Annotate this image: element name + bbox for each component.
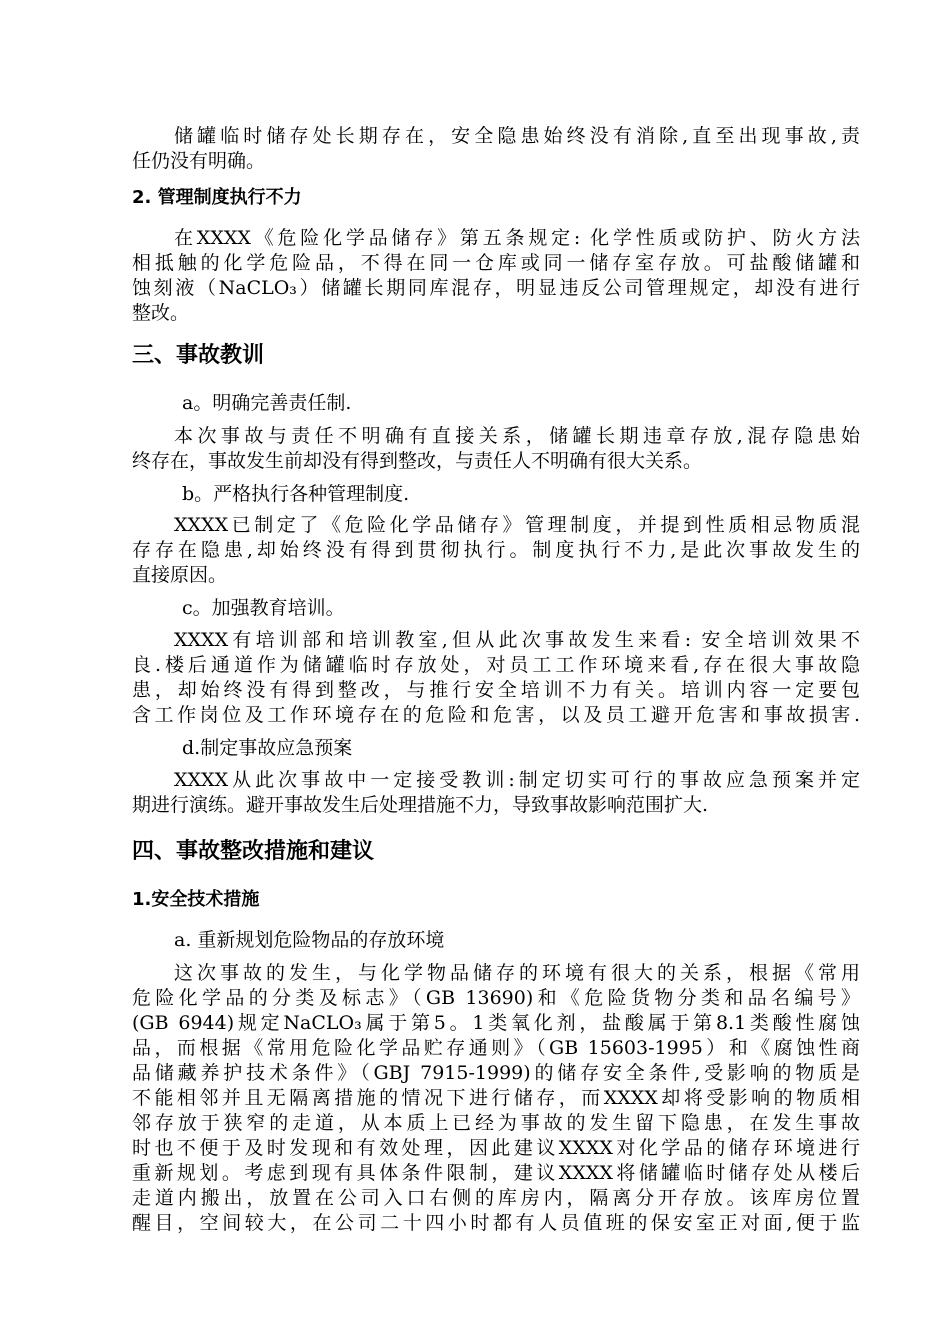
lesson-b-title: b。严格执行各种管理制度. xyxy=(182,483,410,505)
measure-a-line-10: 走道内搬出，放置在公司入口右侧的库房内，隔离分开存放。该库房位置 xyxy=(132,1187,860,1209)
section-2-line-2: 相抵触的化学危险品，不得在同一仓库或同一储存室存放。可盐酸储罐和 xyxy=(132,252,860,274)
intro-line-1: 储罐临时储存处长期存在，安全隐患始终没有消除,直至出现事故,责 xyxy=(174,125,860,147)
measure-a-line-2: 危险化学品的分类及标志》（GB 13690)和《危险货物分类和品名编号》 xyxy=(132,987,860,1009)
lesson-c-line-3: 患，却始终没有得到整改，与推行安全培训不力有关。培训内容一定要包 xyxy=(132,679,860,701)
measure-a-line-1: 这次事故的发生，与化学物品储存的环境有很大的关系，根据《常用 xyxy=(174,962,860,984)
lesson-c-line-1: XXXX有培训部和培训教室,但从此次事故发生来看: 安全培训效果不 xyxy=(174,629,860,651)
subsection-1-heading: 1.安全技术措施 xyxy=(132,889,260,910)
measure-a-line-11: 醒目，空间较大，在公司二十四小时都有人员值班的保安室正对面,便于监 xyxy=(132,1212,860,1234)
measure-a-line-5: 品储藏养护技术条件》（GBJ 7915-1999)的储存安全条件,受影响的物质是 xyxy=(132,1062,860,1084)
measure-a-line-8: 时也不便于及时发现和有效处理，因此建议XXXX对化学品的储存环境进行 xyxy=(132,1137,860,1159)
measure-a-line-7: 邻存放于狭窄的走道，从本质上已经为事故的发生留下隐患，在发生事故 xyxy=(132,1112,860,1134)
lesson-b-line-2: 存存在隐患,却始终没有得到贯彻执行。制度执行不力,是此次事故发生的 xyxy=(132,539,860,561)
lesson-a-line-2: 终存在，事故发生前却没有得到整改，与责任人不明确有很大关系。 xyxy=(132,450,703,472)
lesson-c-title: c。加强教育培训。 xyxy=(182,597,345,619)
lesson-b-line-3: 直接原因。 xyxy=(132,564,228,586)
lesson-c-line-4: 含工作岗位及工作环境存在的危险和危害，以及员工避开危害和事故损害. xyxy=(132,704,860,726)
lesson-d-title: d.制定事故应急预案 xyxy=(182,737,353,759)
measure-a-title: a. 重新规划危险物品的存放环境 xyxy=(174,929,445,951)
lesson-b-line-1: XXXX已制定了《危险化学品储存》管理制度，并提到性质相忌物质混 xyxy=(174,514,860,536)
lesson-d-line-1: XXXX从此次事故中一定接受教训:制定切实可行的事故应急预案并定 xyxy=(174,769,860,791)
measure-a-line-3: (GB 6944)规定NaCLO₃属于第5。1类氧化剂，盐酸属于第8.1类酸性腐蚀 xyxy=(132,1012,860,1034)
lesson-c-line-2: 良.楼后通道作为储罐临时存放处，对员工工作环境来看,存在很大事故隐 xyxy=(132,654,860,676)
section-4-heading: 四、事故整改措施和建议 xyxy=(132,839,375,864)
section-3-heading: 三、事故教训 xyxy=(132,343,265,368)
section-2-line-1: 在XXXX《危险化学品储存》第五条规定: 化学性质或防护、防火方法 xyxy=(174,227,860,249)
section-2-line-3: 蚀刻液（NaCLO₃）储罐长期同库混存，明显违反公司管理规定，却没有进行 xyxy=(132,277,860,299)
lesson-a-line-1: 本次事故与责任不明确有直接关系，储罐长期违章存放,混存隐患始 xyxy=(174,425,860,447)
measure-a-line-4: 品，而根据《常用危险化学品贮存通则》（GB 15603-1995）和《腐蚀性商 xyxy=(132,1037,860,1059)
intro-line-2: 任仍没有明确。 xyxy=(132,150,266,172)
measure-a-line-9: 重新规划。考虑到现有具体条件限制，建议XXXX将储罐临时储存处从楼后 xyxy=(132,1162,860,1184)
section-2-heading: 2. 管理制度执行不力 xyxy=(132,187,302,208)
section-2-line-4: 整改。 xyxy=(132,302,190,324)
measure-a-line-6: 不能相邻并且无隔离措施的情况下进行储存，而XXXX却将受影响的物质相 xyxy=(132,1087,860,1109)
lesson-d-line-2: 期进行演练。避开事故发生后处理措施不力，导致事故影响范围扩大. xyxy=(132,794,709,816)
lesson-a-title: a。明确完善责任制. xyxy=(182,392,352,414)
